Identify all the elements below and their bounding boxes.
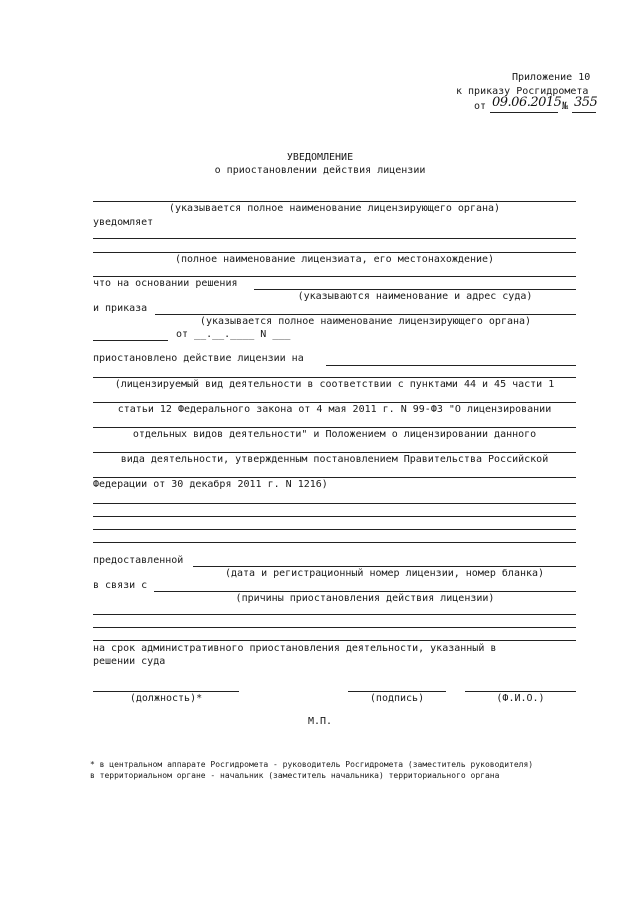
blank-line-3: [93, 529, 576, 530]
based-on-decision-label: что на основании решения: [93, 278, 238, 289]
activity-line-1: [93, 377, 576, 378]
licensee-line-2: [93, 252, 576, 253]
term-text-1: на срок административного приостановления деятельности, указанный в: [93, 643, 497, 654]
appendix-label: Приложение 10: [512, 72, 591, 83]
term-text-2: решении суда: [93, 656, 166, 667]
footnote-line-2: в территориальном органе - начальник (заместитель начальника) территориального органа: [90, 771, 500, 780]
suspended-label: приостановлено действие лицензии на: [93, 353, 304, 364]
reasons-line-1: [93, 614, 576, 615]
activity-line-2: [93, 402, 576, 403]
licensing-org-hint-2: (указывается полное наименование лицензирующего органа): [199, 316, 532, 327]
due-to-label: в связи с: [93, 580, 148, 591]
due-to-line: [154, 591, 576, 592]
order-label: к приказу Росгидромета: [456, 86, 589, 97]
licensee-hint: (полное наименование лицензиата, его местонахождение): [174, 254, 495, 265]
provided-label: предоставленной: [93, 555, 184, 566]
blank-line-1: [93, 503, 576, 504]
signature-line: [348, 691, 446, 692]
signature-hint: (подпись): [369, 693, 425, 704]
activity-line-5: [93, 477, 576, 478]
footnote-line-1: * в центральном аппарате Росгидромета - руководитель Росгидромета (заместитель руководителя): [90, 760, 534, 769]
provided-line: [193, 566, 576, 567]
activity-text-2: статьи 12 Федерального закона от 4 мая 2011 г. N 99-ФЗ "О лицензировании: [117, 404, 552, 415]
order-line: [155, 314, 576, 315]
order-number-line: [572, 112, 596, 113]
full-name-hint: (Ф.И.О.): [496, 693, 545, 704]
licensee-line-3: [93, 276, 576, 277]
activity-text-1: (лицензируемый вид деятельности в соответствии с пунктами 44 и 45 части 1: [114, 379, 555, 390]
activity-text-4: вида деятельности, утвержденным постановлением Правительства Российской: [120, 454, 549, 465]
activity-text-5: Федерации от 30 декабря 2011 г. N 1216): [93, 479, 328, 490]
order-date-line: [490, 112, 558, 113]
licensing-org-hint: (указывается полное наименование лицензирующего органа): [168, 203, 501, 214]
blank-line-2: [93, 516, 576, 517]
licensee-line-1: [93, 238, 576, 239]
order-number-label: №: [562, 101, 569, 112]
order-number-blank: [93, 340, 168, 341]
order-date-handwritten: 09.06.2015: [492, 95, 562, 110]
reasons-hint: (причины приостановления действия лицензии): [235, 593, 495, 604]
licensing-org-line: [93, 201, 576, 202]
reasons-line-3: [93, 640, 576, 641]
reasons-line-2: [93, 627, 576, 628]
blank-line-4: [93, 542, 576, 543]
suspended-line: [326, 365, 576, 366]
position-hint: (должность)*: [129, 693, 203, 704]
license-date-hint: (дата и регистрационный номер лицензии, номер бланка): [224, 568, 545, 579]
document-title: УВЕДОМЛЕНИЕ: [286, 152, 354, 163]
activity-text-3: отдельных видов деятельности" и Положением о лицензировании данного: [132, 429, 537, 440]
court-decision-line: [254, 289, 576, 290]
and-order-label: и приказа: [93, 303, 148, 314]
activity-line-3: [93, 427, 576, 428]
order-from-label: от: [474, 101, 487, 112]
document-subtitle: о приостановлении действия лицензии: [214, 165, 426, 176]
order-number-handwritten: 355: [574, 95, 598, 110]
court-hint: (указываются наименование и адрес суда): [297, 291, 533, 302]
notifies-label: уведомляет: [93, 217, 154, 228]
date-number-line: от __.__.____ N ___: [176, 329, 291, 340]
full-name-line: [465, 691, 576, 692]
position-line: [93, 691, 239, 692]
seal-label: М.П.: [307, 716, 333, 727]
activity-line-4: [93, 452, 576, 453]
